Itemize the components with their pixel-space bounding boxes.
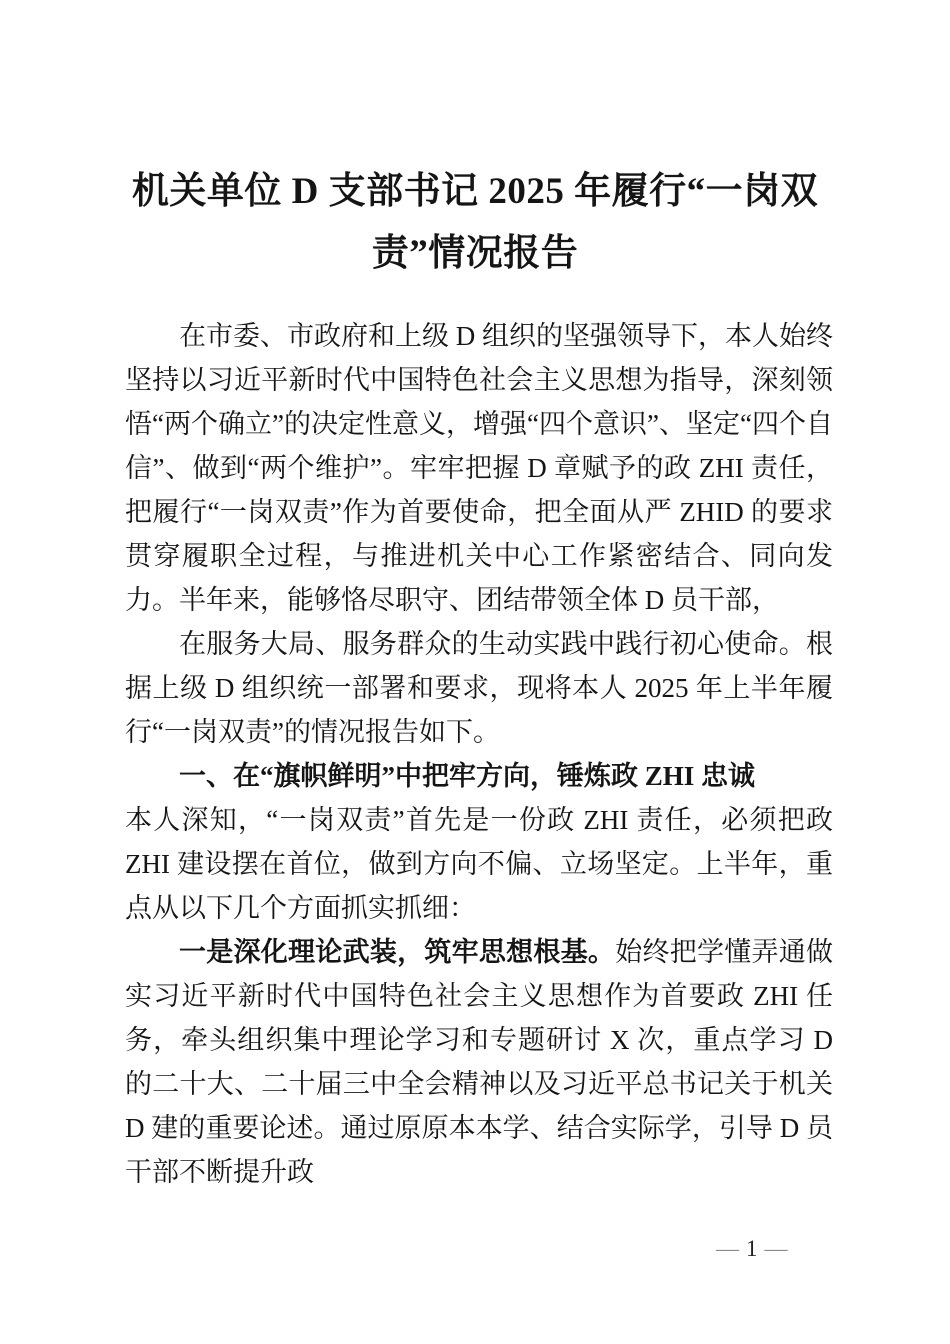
page-number: 1 — [746, 1236, 759, 1261]
paragraph — [125, 314, 833, 622]
paragraph — [125, 798, 833, 930]
paragraph — [125, 930, 833, 1194]
text-segment: 本人深知，“一岗双责”首先是一份政 ZHI 责任，必须把政 ZHI 建设摆在首位，做到方向不偏、立场坚定。上半年，重点从以下几个方面抓实抓细： — [125, 805, 833, 923]
text-segment-bold: 一、在“旗帜鲜明”中把牢方向，锤炼政 ZHI 忠诚 — [179, 761, 756, 791]
footer-dash-right: — — [764, 1236, 789, 1261]
text-segment: 始终把学懂弄通做实习近平新时代中国特色社会主义思想作为首要政 ZHI 任务，牵头组织集中理论学习和专题研讨 X 次，重点学习 D 的二十大、二十届三中全会精神以及习近平总书记关于机关 D 建的重要论述。通过原原本本学、结合实际学，引导 D 员干部不断提升政 — [125, 937, 834, 1187]
footer-dash-left: — — [716, 1236, 740, 1261]
section-heading — [125, 754, 833, 798]
page-footer — [716, 1234, 789, 1264]
paragraph — [125, 622, 833, 754]
document-body — [125, 314, 833, 1194]
text-segment-bold: 一是深化理论武装，筑牢思想根基。 — [179, 937, 616, 967]
document-title: 机关单位 D 支部书记 2025 年履行“一岗双责”情况报告 — [131, 171, 819, 274]
text-segment: 在市委、市政府和上级 D 组织的坚强领导下，本人始终坚持以习近平新时代中国特色社会主义思想为指导，深刻领悟“两个确立”的决定性意义，增强“四个意识”、坚定“四个自信”、做到“两个维护”。牢牢把握 D 章赋予的政 ZHI 责任，把履行“一岗双责”作为首要使命，把全面从严 ZHID 的要求贯穿履职全过程，与推进机关中心工作紧密结合、同向发力。半年来，能够恪尽职守、团结带领全体 D 员干部， — [125, 321, 833, 615]
text-segment: 在服务大局、服务群众的生动实践中践行初心使命。根据上级 D 组织统一部署和要求，现将本人 2025 年上半年履行“一岗双责”的情况报告如下。 — [125, 629, 833, 747]
